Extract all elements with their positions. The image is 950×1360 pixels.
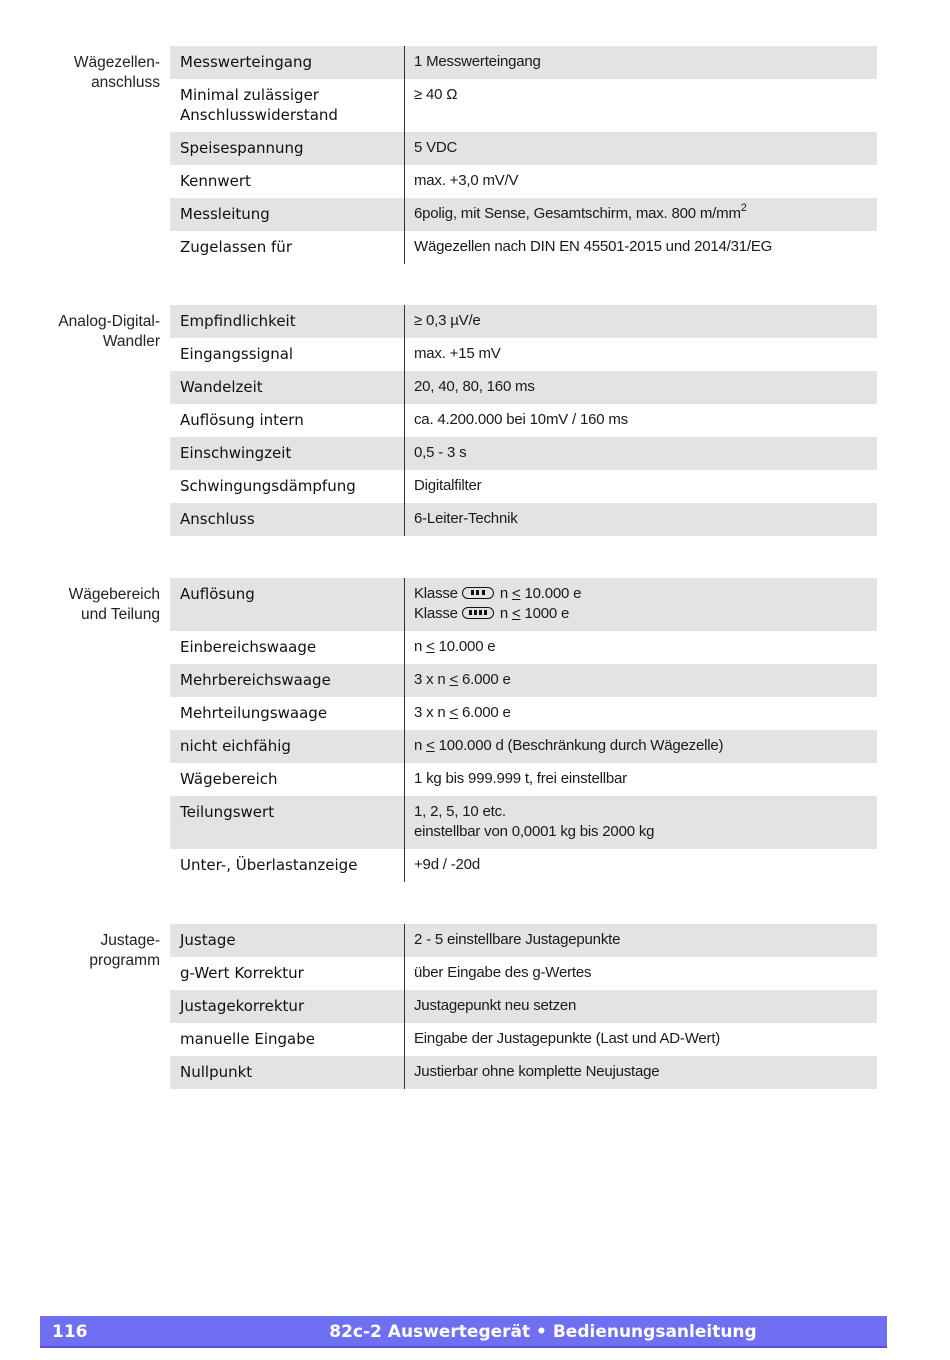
table-row (170, 730, 877, 763)
value-text: 10.000 e (520, 585, 582, 602)
table-row (170, 198, 877, 231)
section-label (40, 312, 160, 352)
row-value: ca. 4.200.000 bei 10mV / 160 ms (405, 404, 878, 437)
row-key: Mehrteilungswaage (180, 704, 328, 722)
row-key: Zugelassen für (180, 238, 292, 256)
table-row (170, 1023, 877, 1056)
row-key-line: Anschlusswiderstand (180, 106, 338, 124)
row-value: n < 100.000 d (Beschränkung durch Wägezelle) (405, 730, 878, 763)
row-key: Messwerteingang (170, 46, 405, 79)
row-key: Nullpunkt (170, 1056, 405, 1089)
row-value: 1 kg bis 999.999 t, frei einstellbar (405, 763, 878, 796)
table-row (170, 305, 877, 338)
row-value: 2 - 5 einstellbare Justagepunkte (405, 924, 878, 957)
table-row (170, 132, 877, 165)
section-label-line: Justage- (100, 932, 160, 949)
row-key: Mehrbereichswaage (170, 664, 405, 697)
row-key: manuelle Eingabe (180, 1030, 315, 1048)
spec-table (170, 924, 877, 1089)
row-key: nicht eichfähig (170, 730, 405, 763)
section-label-line: und Teilung (80, 606, 160, 623)
superscript: 2 (740, 202, 747, 214)
table-row (170, 404, 877, 437)
value-line: einstellbar von 0,0001 kg bis 2000 kg (414, 823, 655, 840)
table-row (170, 165, 877, 198)
row-key: Empfindlichkeit (170, 305, 405, 338)
row-value: Wägezellen nach DIN EN 45501-2015 und 2014/31/EG (405, 231, 878, 264)
row-key: Justage (170, 924, 405, 957)
table-row (170, 957, 877, 990)
section-label-line: Wägezellen- (73, 54, 160, 71)
table-row (170, 470, 877, 503)
row-key: Wandelzeit (170, 371, 405, 404)
value-text: 1000 e (520, 605, 570, 622)
lte-symbol: < (511, 605, 521, 622)
row-value (405, 796, 878, 849)
section-label (40, 931, 160, 971)
value-text: 6polig, mit Sense, Gesamtschirm, max. 800 m/mm (414, 205, 741, 222)
row-key: Eingangssignal (180, 345, 294, 363)
row-value: 6-Leiter-Technik (405, 503, 878, 536)
row-key: Kennwert (180, 172, 251, 190)
row-value: 5 VDC (405, 132, 878, 165)
row-key: Einbereichswaage (180, 638, 317, 656)
row-key: Messleitung (170, 198, 405, 231)
value-line: 1, 2, 5, 10 etc. (414, 803, 506, 820)
spec-table (170, 46, 877, 264)
row-key: Anschluss (170, 503, 405, 536)
lte-symbol: < (511, 585, 521, 602)
row-key: Unter-, Überlastanzeige (180, 856, 358, 874)
table-row (170, 849, 877, 882)
table-row (170, 338, 877, 371)
row-key: Auflösung intern (180, 411, 304, 429)
row-key: Wägebereich (180, 770, 278, 788)
row-key: Teilungswert (170, 796, 405, 849)
table-row (170, 79, 877, 132)
table-row (170, 631, 877, 664)
row-value: Eingabe der Justagepunkte (Last und AD-Wert) (405, 1023, 878, 1056)
value-line (414, 584, 877, 604)
table-row (170, 437, 877, 470)
table-row (170, 46, 877, 79)
section-label-line: anschluss (91, 74, 160, 91)
value-text: n (499, 605, 512, 622)
row-value: n < 10.000 e (405, 631, 878, 664)
section-label-line: programm (89, 952, 160, 969)
row-key: Einschwingzeit (170, 437, 405, 470)
table-row (170, 697, 877, 730)
row-value: max. +3,0 mV/V (405, 165, 878, 198)
row-value: ≥ 40 Ω (405, 79, 878, 132)
row-value: über Eingabe des g-Wertes (405, 957, 878, 990)
page-footer (40, 1316, 887, 1348)
row-value: Justagepunkt neu setzen (405, 990, 878, 1023)
value-text: Klasse (414, 605, 458, 622)
value-text: Klasse (414, 585, 458, 602)
spec-table (170, 305, 877, 536)
table-row (170, 231, 877, 264)
page-number: 116 (52, 1322, 88, 1342)
class-iiii-icon (462, 607, 494, 619)
value-text: n (499, 585, 512, 602)
value-line (414, 604, 877, 624)
row-key-line: Minimal zulässiger (180, 86, 319, 104)
row-key: Auflösung (170, 578, 405, 631)
table-row (170, 990, 877, 1023)
table-row (170, 1056, 877, 1089)
table-row (170, 763, 877, 796)
row-value: max. +15 mV (405, 338, 878, 371)
table-row (170, 371, 877, 404)
row-value: 0,5 - 3 s (405, 437, 878, 470)
document-title: 82c-2 Auswertegerät • Bedienungsanleitung (329, 1322, 757, 1342)
row-key: Speisespannung (170, 132, 405, 165)
section-label-line: Wägebereich (68, 586, 160, 603)
row-value: 3 x n < 6.000 e (405, 664, 878, 697)
spec-table (170, 578, 877, 882)
row-value: 1 Messwerteingang (405, 46, 878, 79)
row-value (405, 578, 878, 631)
section-label (40, 585, 160, 625)
class-iii-icon (462, 587, 494, 599)
section-label (40, 53, 160, 93)
row-key: g-Wert Korrektur (180, 964, 304, 982)
row-value: 3 x n < 6.000 e (405, 697, 878, 730)
section-label-line: Analog-Digital- (58, 313, 160, 330)
table-row (170, 578, 877, 631)
table-row (170, 664, 877, 697)
row-value: ≥ 0,3 µV/e (405, 305, 878, 338)
row-key: Schwingungsdämpfung (180, 477, 356, 495)
row-value: Justierbar ohne komplette Neujustage (405, 1056, 878, 1089)
row-value: +9d / -20d (405, 849, 878, 882)
table-row (170, 503, 877, 536)
row-value: Digitalfilter (405, 470, 878, 503)
table-row (170, 924, 877, 957)
row-key (170, 79, 405, 132)
row-value: 20, 40, 80, 160 ms (405, 371, 878, 404)
row-value (405, 198, 878, 231)
row-key: Justagekorrektur (170, 990, 405, 1023)
table-row (170, 796, 877, 849)
section-label-line: Wandler (102, 333, 160, 350)
